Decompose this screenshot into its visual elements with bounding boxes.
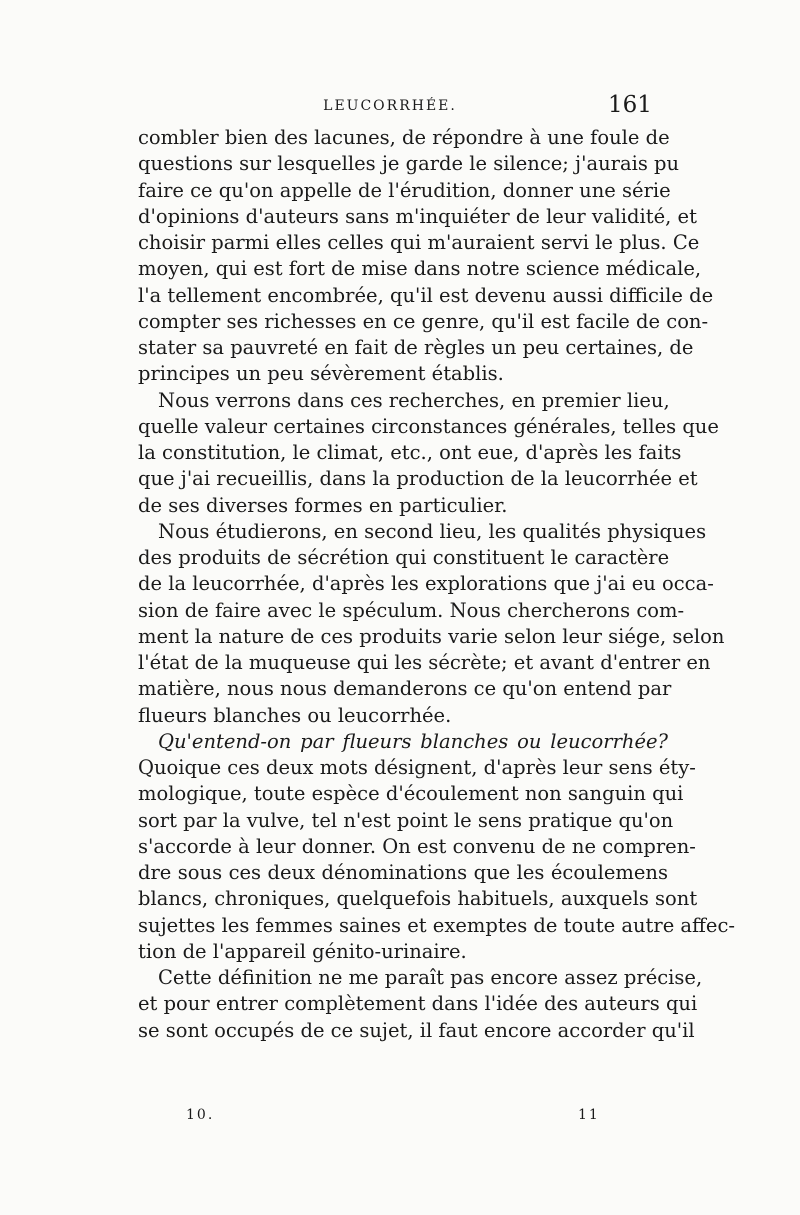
text-line: des produits de sécrétion qui constituent le caractère	[138, 546, 670, 569]
running-title: LEUCORRHÉE.	[323, 98, 457, 114]
text-line: Nous étudierons, en second lieu, les qualités physiques	[158, 519, 707, 543]
text-line: combler bien des lacunes, de répondre à une foule de	[138, 126, 670, 149]
text-line: d'opinions d'auteurs sans m'inquiéter de leur validité, et	[138, 204, 697, 228]
text-line: tion de l'appareil génito-urinaire.	[138, 939, 467, 963]
section-heading: Qu'entend-on par flueurs blanches ou leucorrhée?	[158, 729, 668, 753]
text-line: Nous verrons dans ces recherches, en premier lieu,	[158, 388, 670, 412]
text-line: sujettes les femmes saines et exemptes de toute autre affec-	[138, 913, 735, 937]
text-line: de ses diverses formes en particulier.	[138, 493, 508, 517]
text-line: de la leucorrhée, d'après les explorations que j'ai eu occa-	[138, 572, 714, 596]
text-line: blancs, chroniques, quelquefois habituels, auxquels sont	[138, 887, 698, 911]
text-line: moyen, qui est fort de mise dans notre science médicale,	[138, 257, 702, 281]
text-line: que j'ai recueillis, dans la production de la leucorrhée et	[138, 467, 698, 491]
text-line: stater sa pauvreté en fait de règles un peu certaines, de	[138, 336, 694, 359]
body-text	[138, 125, 735, 1044]
text-line: Quoique ces deux mots désignent, d'après leur sens éty-	[138, 756, 696, 779]
text-line: matière, nous nous demanderons ce qu'on entend par	[138, 677, 672, 701]
text-line: sion de faire avec le spéculum. Nous chercherons com-	[138, 598, 685, 622]
text-line: principes un peu sévèrement établis.	[138, 362, 504, 386]
text-line: questions sur lesquelles je garde le silence; j'aurais pu	[138, 152, 680, 176]
text-line: l'a tellement encombrée, qu'il est devenu aussi difficile de	[138, 283, 714, 307]
text-line: compter ses richesses en ce genre, qu'il est facile de con-	[138, 309, 709, 333]
text-line: choisir parmi elles celles qui m'auraient servi le plus. Ce	[138, 231, 700, 254]
text-line: sort par la vulve, tel n'est point le sens pratique qu'on	[138, 808, 674, 832]
text-line: dre sous ces deux dénominations que les écoulemens	[138, 861, 668, 884]
text-line: s'accorde à leur donner. On est convenu de ne compren-	[138, 834, 696, 858]
text-line: flueurs blanches ou leucorrhée.	[138, 703, 452, 727]
signature-mark-right: 11	[578, 1107, 600, 1123]
text-line: faire ce qu'on appelle de l'érudition, donner une série	[138, 178, 671, 202]
text-line: l'état de la muqueuse qui les sécrète; et avant d'entrer en	[138, 651, 711, 674]
text-line: la constitution, le climat, etc., ont eue, d'après les faits	[138, 441, 682, 464]
text-line: Cette définition ne me paraît pas encore assez précise,	[158, 966, 703, 989]
text-line: se sont occupés de ce sujet, il faut encore accorder qu'il	[138, 1018, 695, 1042]
page-number: 161	[608, 92, 652, 118]
text-line: et pour entrer complètement dans l'idée des auteurs qui	[138, 992, 698, 1016]
text-line: quelle valeur certaines circonstances générales, telles que	[138, 414, 719, 438]
text-line: mologique, toute espèce d'écoulement non sanguin qui	[138, 782, 684, 806]
text-line: ment la nature de ces produits varie selon leur siége, selon	[138, 624, 725, 648]
signature-mark-left: 10.	[186, 1107, 215, 1123]
